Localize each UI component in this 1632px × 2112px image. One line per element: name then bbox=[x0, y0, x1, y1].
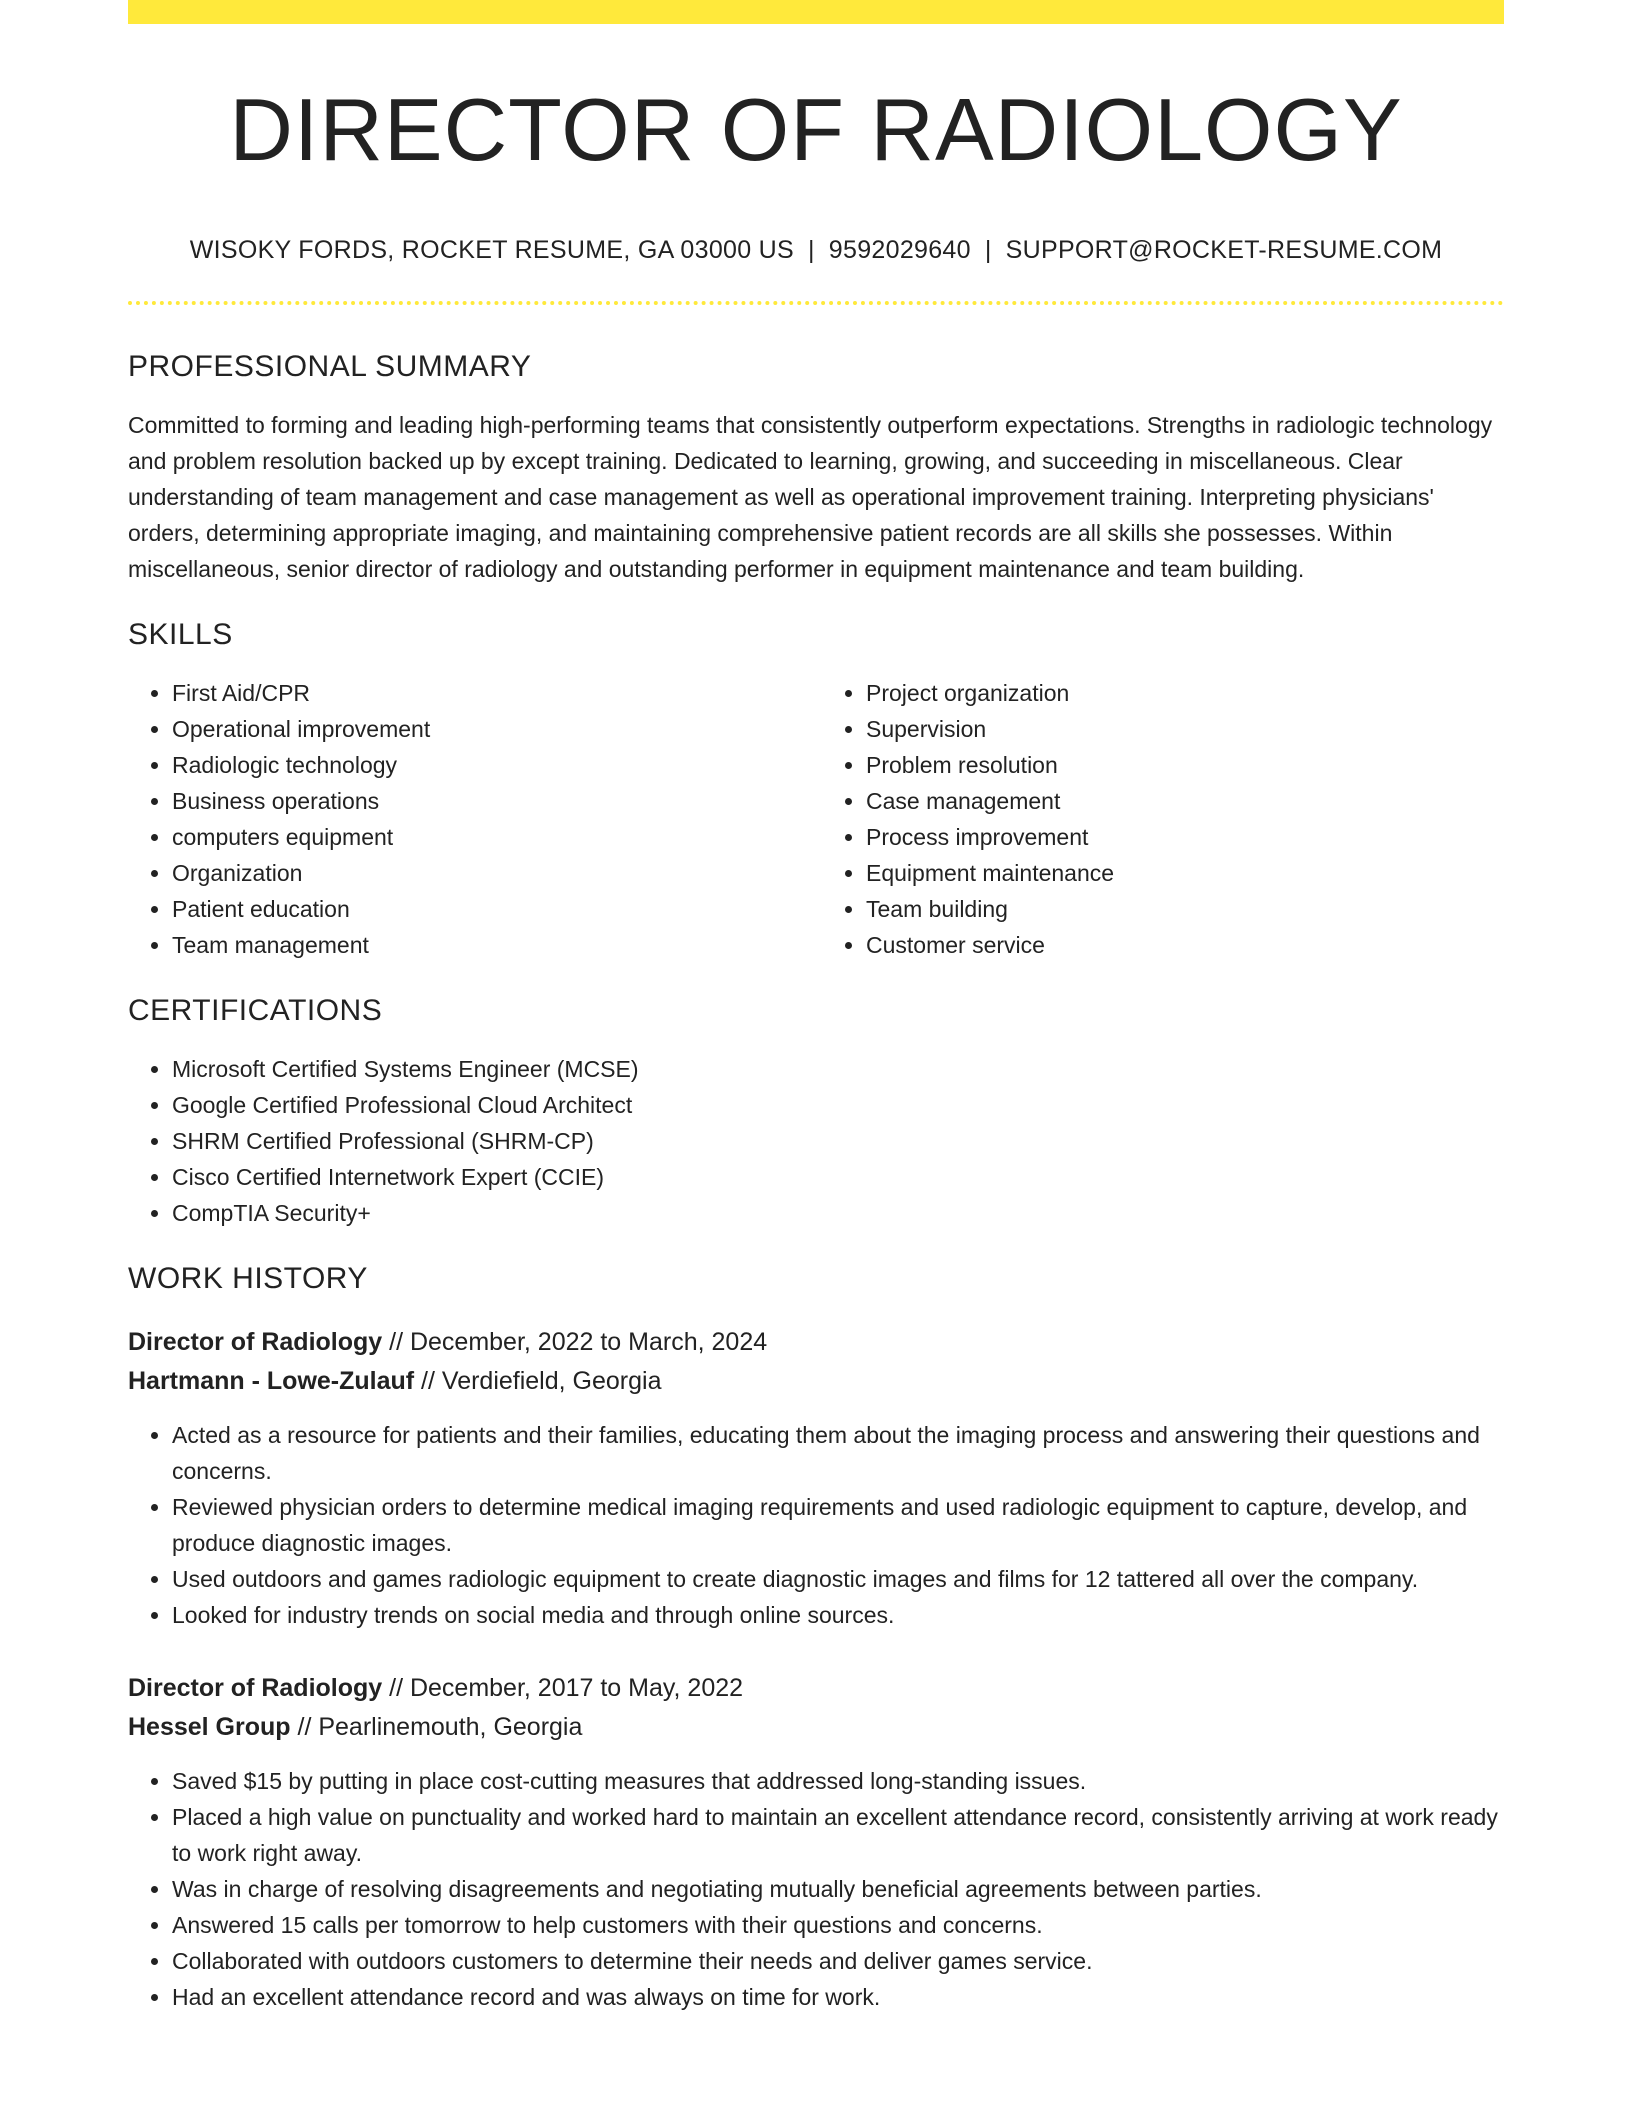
certifications-list bbox=[128, 1051, 1504, 1231]
job-role: Director of Radiology bbox=[128, 1673, 383, 1702]
skill-item: • Process improvement bbox=[866, 819, 1504, 855]
contact-separator: | bbox=[984, 235, 992, 264]
job-company-line bbox=[128, 1362, 1504, 1401]
contact-phone: 9592029640 bbox=[828, 235, 971, 264]
job-bullets bbox=[128, 1763, 1504, 2015]
skill-item: • Case management bbox=[866, 783, 1504, 819]
certification-item: • CompTIA Security+ bbox=[172, 1195, 1504, 1231]
contact-email: SUPPORT@ROCKET-RESUME.COM bbox=[1005, 235, 1443, 264]
resume-title: DIRECTOR OF RADIOLOGY bbox=[229, 80, 1403, 179]
job-company: Hartmann - Lowe-Zulauf bbox=[128, 1366, 415, 1395]
certification-item: • Microsoft Certified Systems Engineer (MCSE) bbox=[172, 1051, 1504, 1087]
contact-address: WISOKY FORDS, ROCKET RESUME, GA 03000 US bbox=[189, 235, 794, 264]
certification-item: • SHRM Certified Professional (SHRM-CP) bbox=[172, 1123, 1504, 1159]
skill-item: • computers equipment bbox=[172, 819, 816, 855]
summary-text: Committed to forming and leading high-performing teams that consistently outperform expectations. Strengths in radiologic technology and problem resolution backed up by except training. Dedicated to learning, growing, and succeeding in miscellaneous. Clear understanding of team management and case management as well as operational improvement training. Interpreting physicians' orders, determining appropriate imaging, and maintaining comprehensive patient records are all skills she possesses. Within miscellaneous, senior director of radiology and outstanding performer in equipment maintenance and team building. bbox=[128, 411, 1493, 582]
skill-item: • Team management bbox=[172, 927, 816, 963]
job-company: Hessel Group bbox=[128, 1712, 291, 1741]
certifications-heading: CERTIFICATIONS bbox=[128, 993, 383, 1027]
job-bullet: • Looked for industry trends on social media and through online sources. bbox=[172, 1597, 1504, 1633]
skill-item: • Team building bbox=[866, 891, 1504, 927]
contact-line bbox=[128, 235, 1504, 265]
job-title-line bbox=[128, 1669, 1504, 1708]
skill-item: • Radiologic technology bbox=[172, 747, 816, 783]
skills-list-right bbox=[816, 675, 1504, 963]
job-bullet: • Placed a high value on punctuality and worked hard to maintain an excellent attendance record, consistently arriving at work ready to work right away. bbox=[172, 1799, 1504, 1871]
job-location: // Pearlinemouth, Georgia bbox=[290, 1712, 583, 1741]
work-history-heading: WORK HISTORY bbox=[128, 1261, 368, 1295]
certification-item: • Google Certified Professional Cloud Architect bbox=[172, 1087, 1504, 1123]
skill-item: • Organization bbox=[172, 855, 816, 891]
job-bullet: • Reviewed physician orders to determine medical imaging requirements and used radiologic equipment to capture, develop, and produce diagnostic images. bbox=[172, 1489, 1504, 1561]
job-company-line bbox=[128, 1708, 1504, 1747]
job-bullet: • Answered 15 calls per tomorrow to help customers with their questions and concerns. bbox=[172, 1907, 1504, 1943]
certification-item: • Cisco Certified Internetwork Expert (CCIE) bbox=[172, 1159, 1504, 1195]
job-entry bbox=[128, 1669, 1504, 2015]
job-bullet: • Was in charge of resolving disagreements and negotiating mutually beneficial agreements between parties. bbox=[172, 1871, 1504, 1907]
resume-page bbox=[128, 0, 1504, 2015]
job-bullet: • Acted as a resource for patients and their families, educating them about the imaging process and answering their questions and concerns. bbox=[172, 1417, 1504, 1489]
job-entry bbox=[128, 1323, 1504, 1633]
job-bullet: • Had an excellent attendance record and was always on time for work. bbox=[172, 1979, 1504, 2015]
job-bullets bbox=[128, 1417, 1504, 1633]
skill-item: • Customer service bbox=[866, 927, 1504, 963]
summary-heading: PROFESSIONAL SUMMARY bbox=[128, 349, 532, 383]
skills-heading: SKILLS bbox=[128, 617, 233, 651]
job-role: Director of Radiology bbox=[128, 1327, 383, 1356]
job-dates: // December, 2017 to May, 2022 bbox=[382, 1673, 744, 1702]
job-dates: // December, 2022 to March, 2024 bbox=[382, 1327, 768, 1356]
skill-item: • Business operations bbox=[172, 783, 816, 819]
job-bullet: • Used outdoors and games radiologic equipment to create diagnostic images and films for 12 tattered all over the company. bbox=[172, 1561, 1504, 1597]
skills-list-left bbox=[128, 675, 816, 963]
skill-item: • First Aid/CPR bbox=[172, 675, 816, 711]
skill-item: • Equipment maintenance bbox=[866, 855, 1504, 891]
skill-item: • Patient education bbox=[172, 891, 816, 927]
contact-separator: | bbox=[808, 235, 815, 264]
dotted-divider bbox=[128, 301, 1504, 305]
skill-item: • Problem resolution bbox=[866, 747, 1504, 783]
skill-item: • Project organization bbox=[866, 675, 1504, 711]
work-history-list bbox=[128, 1323, 1504, 2015]
skills-grid bbox=[128, 653, 1504, 963]
job-bullet: • Saved $15 by putting in place cost-cutting measures that addressed long-standing issues. bbox=[172, 1763, 1504, 1799]
skill-item: • Operational improvement bbox=[172, 711, 816, 747]
job-bullet: • Collaborated with outdoors customers to determine their needs and deliver games service. bbox=[172, 1943, 1504, 1979]
top-accent-bar bbox=[128, 0, 1504, 24]
skill-item: • Supervision bbox=[866, 711, 1504, 747]
job-title-line bbox=[128, 1323, 1504, 1362]
job-location: // Verdiefield, Georgia bbox=[414, 1366, 662, 1395]
